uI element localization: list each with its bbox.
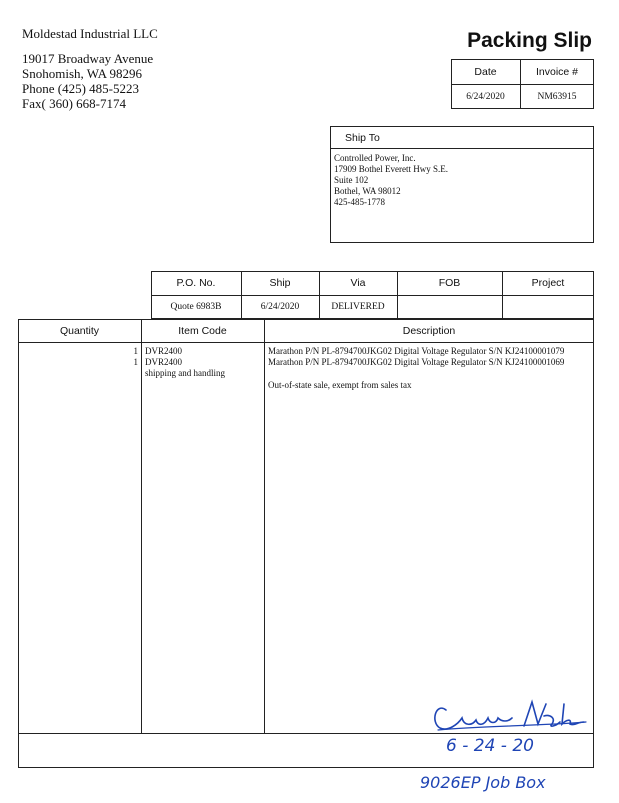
quantity-header: Quantity: [59, 324, 100, 337]
date-value: 6/24/2020: [466, 91, 505, 102]
ship-to-line: 425-485-1778: [334, 197, 385, 207]
company-fax: Fax( 360) 668-7174: [22, 96, 126, 111]
project-value: [502, 295, 594, 319]
ship-to-line: Bothel, WA 98012: [334, 186, 401, 196]
table-row-description: Marathon P/N PL-8794700JKG02 Digital Voltage Regulator S/N KJ24100001069: [268, 357, 565, 367]
via-value: DELIVERED: [331, 302, 385, 312]
ship-to-line: 17909 Bothel Everett Hwy S.E.: [334, 164, 448, 174]
ship-header: Ship: [269, 277, 291, 289]
company-address: [22, 51, 153, 111]
po-number-value: Quote 6983B: [170, 302, 222, 312]
fob-value: [397, 295, 502, 319]
table-row-item-code: DVR2400: [145, 357, 183, 367]
table-row-item-code: DVR2400: [145, 346, 183, 356]
table-row-quantity: 1: [133, 346, 138, 356]
ship-to-label: Ship To: [345, 132, 380, 144]
handwritten-date: 6 - 24 - 20: [446, 736, 534, 756]
table-row-description: Marathon P/N PL-8794700JKG02 Digital Voltage Regulator S/N KJ24100001079: [268, 346, 565, 356]
invoice-value: NM63915: [537, 91, 577, 102]
company-phone: Phone (425) 485-5223: [22, 81, 139, 96]
table-row-item-code: shipping and handling: [145, 368, 225, 378]
table-row-quantity: 1: [133, 357, 138, 367]
document-title: Packing Slip: [467, 29, 592, 52]
ship-to-line: Controlled Power, Inc.: [334, 153, 416, 163]
company-address-line1: 19017 Broadway Avenue: [22, 51, 154, 66]
company-address-line2: Snohomish, WA 98296: [22, 66, 143, 81]
via-header: Via: [350, 277, 366, 289]
invoice-header: Invoice #: [535, 65, 579, 78]
ship-to-line: Suite 102: [334, 175, 369, 185]
item-code-header: Item Code: [178, 324, 227, 337]
signature: [428, 696, 588, 736]
ship-to-address: [334, 153, 448, 208]
date-header: Date: [474, 65, 497, 78]
company-name: Moldestad Industrial LLC: [22, 26, 158, 41]
description-header: Description: [402, 324, 456, 337]
ship-value: 6/24/2020: [260, 302, 300, 312]
handwritten-note: 9026EP Job Box: [420, 773, 546, 792]
fob-header: FOB: [438, 277, 461, 289]
tax-exempt-note: Out-of-state sale, exempt from sales tax: [268, 380, 412, 390]
po-number-header: P.O. No.: [176, 277, 216, 289]
project-header: Project: [531, 277, 565, 289]
